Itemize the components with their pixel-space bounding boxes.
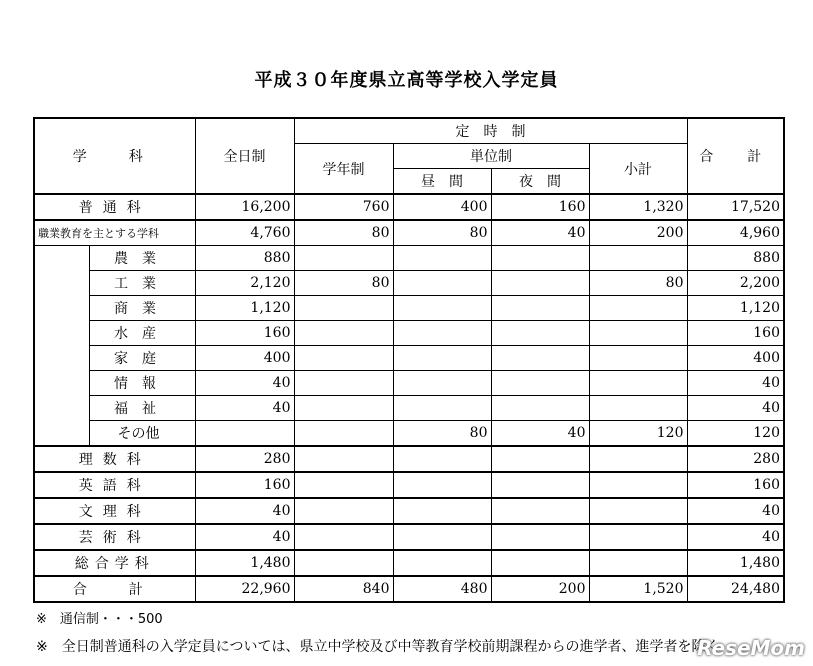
table-row (34, 246, 784, 271)
cell-chukan: 80 (393, 421, 491, 447)
cell-zennichi: 880 (195, 246, 294, 271)
table-row (34, 271, 784, 296)
cell-yakan (491, 498, 589, 524)
cell-zennichi: 400 (195, 346, 294, 371)
cell-gokei: 40 (687, 498, 784, 524)
row-label: 合 計 (34, 576, 195, 602)
row-label: 福祉 (89, 396, 195, 421)
cell-gakunen (294, 371, 393, 396)
cell-zennichi: 4,760 (195, 220, 294, 246)
cell-yakan (491, 371, 589, 396)
enrollment-table (33, 117, 785, 603)
header-tani: 単位制 (393, 144, 589, 169)
table-row (34, 472, 784, 498)
watermark-logo: ReseMom (697, 636, 805, 660)
cell-chukan (393, 524, 491, 550)
cell-chukan (393, 498, 491, 524)
cell-shokei (589, 524, 687, 550)
table-row (34, 421, 784, 447)
cell-yakan (491, 321, 589, 346)
row-label: 職業教育を主とする学科 (34, 220, 195, 246)
cell-zennichi: 16,200 (195, 194, 294, 220)
cell-gakunen (294, 396, 393, 421)
header-shokei: 小計 (589, 144, 687, 195)
cell-shokei (589, 371, 687, 396)
cell-yakan (491, 472, 589, 498)
cell-gokei: 17,520 (687, 194, 784, 220)
cell-chukan (393, 396, 491, 421)
cell-gakunen (294, 246, 393, 271)
note-correspondence: ※ 通信制・・・500 (36, 612, 163, 627)
cell-chukan: 480 (393, 576, 491, 602)
row-label: 普通科 (34, 194, 195, 220)
header-yakan: 夜 間 (491, 169, 589, 195)
cell-gokei: 160 (687, 321, 784, 346)
header-gakka: 学 科 (34, 118, 195, 194)
cell-gokei: 1,120 (687, 296, 784, 321)
cell-gokei: 1,480 (687, 550, 784, 576)
cell-chukan (393, 446, 491, 472)
cell-gakunen: 80 (294, 220, 393, 246)
cell-gakunen (294, 321, 393, 346)
cell-gakunen (294, 446, 393, 472)
header-teiji: 定 時 制 (294, 118, 687, 144)
cell-yakan (491, 396, 589, 421)
table-row (34, 446, 784, 472)
cell-zennichi: 1,120 (195, 296, 294, 321)
cell-zennichi: 1,480 (195, 550, 294, 576)
cell-yakan (491, 524, 589, 550)
cell-chukan: 80 (393, 220, 491, 246)
cell-zennichi (195, 421, 294, 447)
cell-shokei (589, 446, 687, 472)
cell-shokei: 1,520 (589, 576, 687, 602)
cell-gokei: 40 (687, 396, 784, 421)
cell-yakan (491, 271, 589, 296)
cell-gakunen: 840 (294, 576, 393, 602)
cell-gakunen (294, 524, 393, 550)
row-label: 総合学科 (34, 550, 195, 576)
cell-chukan (393, 271, 491, 296)
cell-chukan (393, 371, 491, 396)
table-row (34, 550, 784, 576)
row-label: 理数科 (34, 446, 195, 472)
cell-gokei: 40 (687, 371, 784, 396)
table-row (34, 194, 784, 220)
header-chukan: 昼 間 (393, 169, 491, 195)
cell-yakan: 40 (491, 220, 589, 246)
cell-shokei (589, 321, 687, 346)
cell-shokei (589, 246, 687, 271)
cell-zennichi: 40 (195, 524, 294, 550)
cell-shokei: 1,320 (589, 194, 687, 220)
row-label: 家庭 (89, 346, 195, 371)
note-general: ※ 全日制普通科の入学定員については、県立中学校及び中等教育学校前期課程からの進学者、進学者を除く (36, 639, 720, 655)
cell-yakan (491, 246, 589, 271)
header-zennichi: 全日制 (195, 118, 294, 194)
cell-shokei: 80 (589, 271, 687, 296)
row-label: 文理科 (34, 498, 195, 524)
cell-gakunen (294, 550, 393, 576)
cell-zennichi: 22,960 (195, 576, 294, 602)
table-row (34, 346, 784, 371)
table-row (34, 498, 784, 524)
cell-shokei (589, 498, 687, 524)
row-label: 水産 (89, 321, 195, 346)
cell-yakan (491, 550, 589, 576)
cell-chukan (393, 321, 491, 346)
table-row (34, 371, 784, 396)
cell-gokei: 160 (687, 472, 784, 498)
cell-shokei (589, 550, 687, 576)
cell-gakunen (294, 296, 393, 321)
table-row (34, 396, 784, 421)
cell-gakunen: 80 (294, 271, 393, 296)
row-label: 農業 (89, 246, 195, 271)
cell-yakan (491, 296, 589, 321)
cell-shokei (589, 296, 687, 321)
cell-gakunen (294, 498, 393, 524)
cell-yakan: 200 (491, 576, 589, 602)
table-row (34, 296, 784, 321)
row-label: 商業 (89, 296, 195, 321)
cell-zennichi: 160 (195, 321, 294, 346)
row-label: 英語科 (34, 472, 195, 498)
cell-chukan (393, 246, 491, 271)
cell-zennichi: 160 (195, 472, 294, 498)
header-gakunen: 学年制 (294, 144, 393, 195)
indent-spacer (34, 246, 89, 447)
cell-gokei: 4,960 (687, 220, 784, 246)
row-label: 情報 (89, 371, 195, 396)
cell-chukan (393, 550, 491, 576)
cell-chukan: 400 (393, 194, 491, 220)
header-gokei: 合 計 (687, 118, 784, 194)
cell-gakunen: 760 (294, 194, 393, 220)
cell-gokei: 880 (687, 246, 784, 271)
row-label: 工業 (89, 271, 195, 296)
cell-yakan (491, 446, 589, 472)
cell-gokei: 24,480 (687, 576, 784, 602)
cell-shokei: 120 (589, 421, 687, 447)
cell-gakunen (294, 346, 393, 371)
cell-zennichi: 40 (195, 498, 294, 524)
cell-zennichi: 280 (195, 446, 294, 472)
table-row (34, 220, 784, 246)
total-row (34, 576, 784, 602)
cell-yakan: 40 (491, 421, 589, 447)
table-row (34, 321, 784, 346)
row-label: その他 (89, 421, 195, 447)
cell-yakan: 160 (491, 194, 589, 220)
cell-shokei (589, 396, 687, 421)
cell-shokei (589, 346, 687, 371)
cell-chukan (393, 346, 491, 371)
cell-gokei: 40 (687, 524, 784, 550)
table-row (34, 524, 784, 550)
cell-shokei: 200 (589, 220, 687, 246)
cell-shokei (589, 472, 687, 498)
cell-chukan (393, 472, 491, 498)
cell-gakunen (294, 421, 393, 447)
cell-chukan (393, 296, 491, 321)
cell-gokei: 120 (687, 421, 784, 447)
cell-gakunen (294, 472, 393, 498)
cell-zennichi: 2,120 (195, 271, 294, 296)
cell-zennichi: 40 (195, 396, 294, 421)
cell-yakan (491, 346, 589, 371)
row-label: 芸術科 (34, 524, 195, 550)
page-title: 平成３０年度県立高等学校入学定員 (254, 70, 559, 91)
cell-gokei: 2,200 (687, 271, 784, 296)
cell-gokei: 400 (687, 346, 784, 371)
cell-zennichi: 40 (195, 371, 294, 396)
cell-gokei: 280 (687, 446, 784, 472)
